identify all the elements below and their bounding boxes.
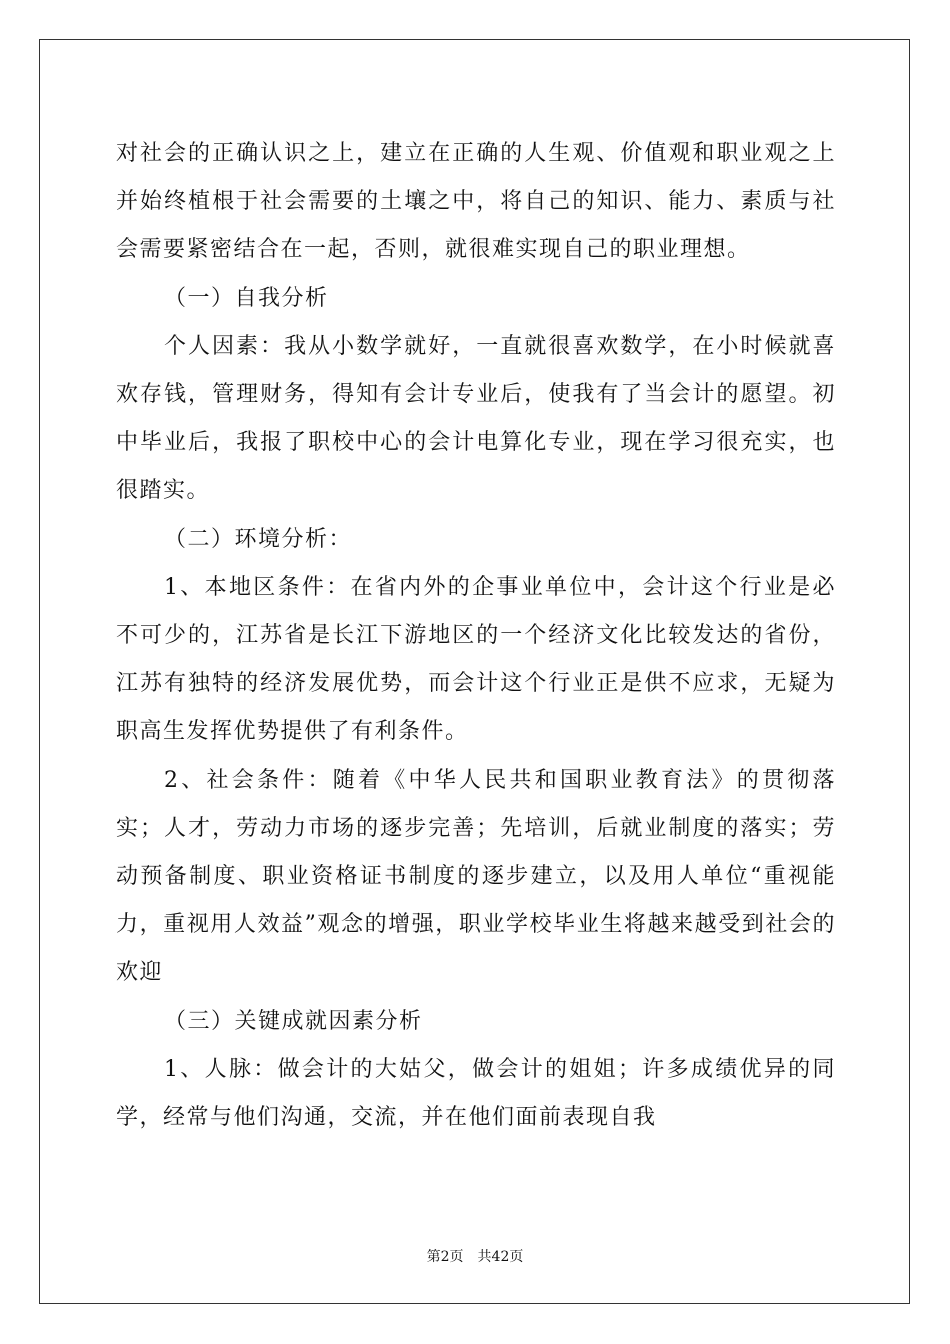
page-footer [0,1246,950,1266]
document-body [116,130,836,1142]
paragraph-network: 1、人脉：做会计的大姑父，做会计的姐姐；许多成绩优异的同学，经常与他们沟通，交流，并在他们面前表现自我 [116,1056,836,1131]
page-number: 第2页 [426,1249,464,1265]
paragraph-continuation: 对社会的正确认识之上，建立在正确的人生观、价值观和职业观之上并始终植根于社会需要的土壤之中，将自己的知识、能力、素质与社会需要紧密结合在一起，否则，就很难实现自己的职业理想。 [116,141,836,263]
total-pages: 共42页 [477,1249,524,1265]
section-heading-key-success-factors: （三）关键成就因素分析 [164,1008,423,1034]
section-heading-environment-analysis: （二）环境分析： [164,526,353,552]
paragraph-personal-factors: 个人因素：我从小数学就好，一直就很喜欢数学，在小时候就喜欢存钱，管理财务，得知有会计专业后，使我有了当会计的愿望。初中毕业后，我报了职校中心的会计电算化专业，现在学习很充实，也很踏实。 [116,333,836,504]
paragraph-local-conditions: 1、本地区条件：在省内外的企事业单位中，会计这个行业是必不可少的，江苏省是长江下游地区的一个经济文化比较发达的省份，江苏有独特的经济发展优势，而会计这个行业正是供不应求，无疑为职高生发挥优势提供了有利条件。 [116,574,836,745]
paragraph-social-conditions: 2、社会条件：随着《中华人民共和国职业教育法》的贯彻落实；人才，劳动力市场的逐步完善；先培训，后就业制度的落实；劳动预备制度、职业资格证书制度的逐步建立，以及用人单位“重视能力，重视用人效益”观念的增强，职业学校毕业生将越来越受到社会的欢迎 [116,767,836,986]
section-heading-self-analysis: （一）自我分析 [164,285,329,311]
